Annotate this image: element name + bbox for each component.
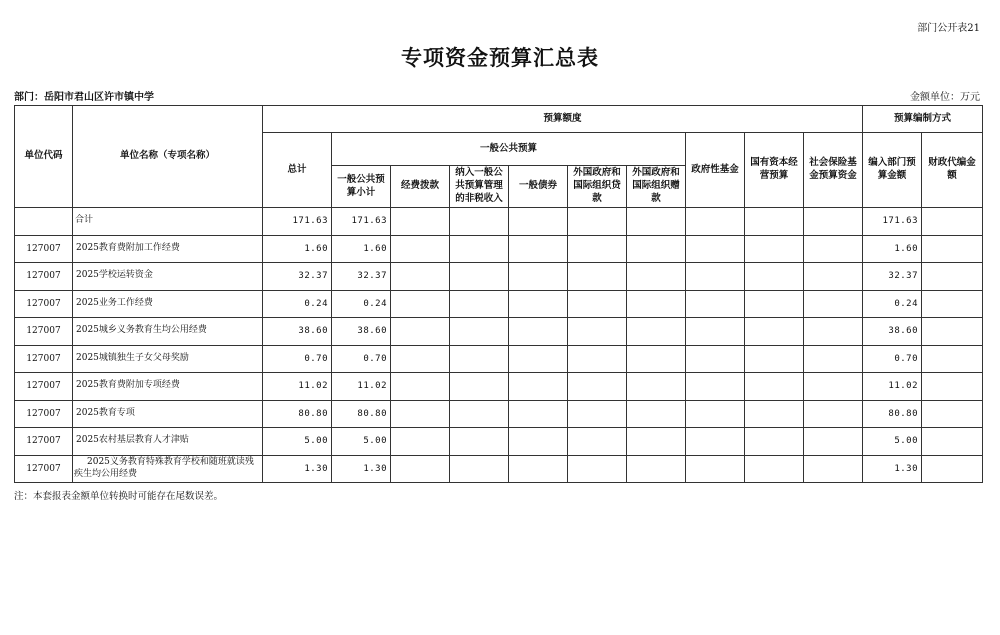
cell-total: 5.00 [263, 428, 332, 456]
table-row [15, 373, 983, 401]
cell-subtotal: 38.60 [332, 318, 391, 346]
cell-total: 1.60 [263, 235, 332, 263]
cell-name: 2025教育专项 [73, 400, 263, 428]
cell-name: 2025业务工作经费 [73, 290, 263, 318]
cell-dept-budget: 11.02 [863, 373, 922, 401]
table-row-total [15, 208, 983, 236]
table-row [15, 318, 983, 346]
cell-code: 127007 [15, 373, 73, 401]
cell-code: 127007 [15, 455, 73, 483]
cell-dept-budget: 80.80 [863, 400, 922, 428]
department-label: 部门：岳阳市君山区许市镇中学 [14, 92, 154, 103]
cell-subtotal: 11.02 [332, 373, 391, 401]
cell-name: 2025教育费附加专项经费 [73, 373, 263, 401]
cell-total: 1.30 [263, 455, 332, 483]
cell-dept-budget: 0.24 [863, 290, 922, 318]
header-fiscal-agent: 财政代编金额 [922, 133, 983, 208]
cell-name: 2025农村基层教育人才津贴 [73, 428, 263, 456]
table-number: 部门公开表21 [917, 23, 980, 34]
cell-dept-budget: 5.00 [863, 428, 922, 456]
header-gov-fund: 政府性基金 [686, 133, 745, 208]
cell-subtotal: 80.80 [332, 400, 391, 428]
cell-name: 2025义务教育特殊教育学校和随班就读残疾生均公用经费 [73, 455, 263, 483]
cell-total: 80.80 [263, 400, 332, 428]
amount-unit-label: 金额单位：万元 [910, 92, 980, 103]
cell-subtotal: 171.63 [332, 208, 391, 236]
cell-dept-budget: 1.60 [863, 235, 922, 263]
cell-subtotal: 1.30 [332, 455, 391, 483]
header-budget-amount: 预算额度 [263, 106, 863, 133]
cell-dept-budget: 1.30 [863, 455, 922, 483]
header-unit-name: 单位名称（专项名称） [73, 106, 263, 208]
header-debt: 一般债券 [509, 166, 568, 208]
cell-code: 127007 [15, 400, 73, 428]
cell-name: 合计 [73, 208, 263, 236]
footnote: 注：本套报表金额单位转换时可能存在尾数误差。 [14, 491, 224, 502]
table-row [15, 235, 983, 263]
cell-subtotal: 1.60 [332, 235, 391, 263]
header-total: 总计 [263, 133, 332, 208]
cell-subtotal: 0.70 [332, 345, 391, 373]
header-foreign-loan: 外国政府和国际组织贷款 [568, 166, 627, 208]
cell-total: 11.02 [263, 373, 332, 401]
header-social-insurance: 社会保险基金预算资金 [804, 133, 863, 208]
cell-name: 2025城乡义务教育生均公用经费 [73, 318, 263, 346]
cell-code: 127007 [15, 290, 73, 318]
table-row [15, 455, 983, 483]
table-row [15, 428, 983, 456]
cell-subtotal: 5.00 [332, 428, 391, 456]
cell-total: 32.37 [263, 263, 332, 291]
table-row [15, 290, 983, 318]
cell-code [15, 208, 73, 236]
header-dept-budget: 编入部门预算金额 [863, 133, 922, 208]
cell-total: 0.70 [263, 345, 332, 373]
budget-summary-table [14, 105, 983, 483]
cell-dept-budget: 38.60 [863, 318, 922, 346]
cell-name: 2025城镇独生子女父母奖励 [73, 345, 263, 373]
table-row [15, 263, 983, 291]
cell-code: 127007 [15, 345, 73, 373]
table-row [15, 400, 983, 428]
header-gp-subtotal: 一般公共预算小计 [332, 166, 391, 208]
header-general-budget: 一般公共预算 [332, 133, 686, 166]
cell-total: 0.24 [263, 290, 332, 318]
cell-dept-budget: 171.63 [863, 208, 922, 236]
header-foreign-grant: 外国政府和国际组织赠款 [627, 166, 686, 208]
cell-dept-budget: 32.37 [863, 263, 922, 291]
header-state-capital: 国有资本经营预算 [745, 133, 804, 208]
cell-subtotal: 32.37 [332, 263, 391, 291]
cell-name: 2025学校运转资金 [73, 263, 263, 291]
cell-code: 127007 [15, 263, 73, 291]
header-non-tax: 纳入一般公共预算管理的非税收入 [450, 166, 509, 208]
header-unit-code: 单位代码 [15, 106, 73, 208]
cell-subtotal: 0.24 [332, 290, 391, 318]
table-row [15, 345, 983, 373]
cell-code: 127007 [15, 318, 73, 346]
header-method: 预算编制方式 [863, 106, 983, 133]
cell-total: 171.63 [263, 208, 332, 236]
cell-name: 2025教育费附加工作经费 [73, 235, 263, 263]
cell-code: 127007 [15, 235, 73, 263]
cell-code: 127007 [15, 428, 73, 456]
cell-dept-budget: 0.70 [863, 345, 922, 373]
page-title: 专项资金预算汇总表 [401, 46, 599, 70]
cell-total: 38.60 [263, 318, 332, 346]
header-appropriation: 经费拨款 [391, 166, 450, 208]
